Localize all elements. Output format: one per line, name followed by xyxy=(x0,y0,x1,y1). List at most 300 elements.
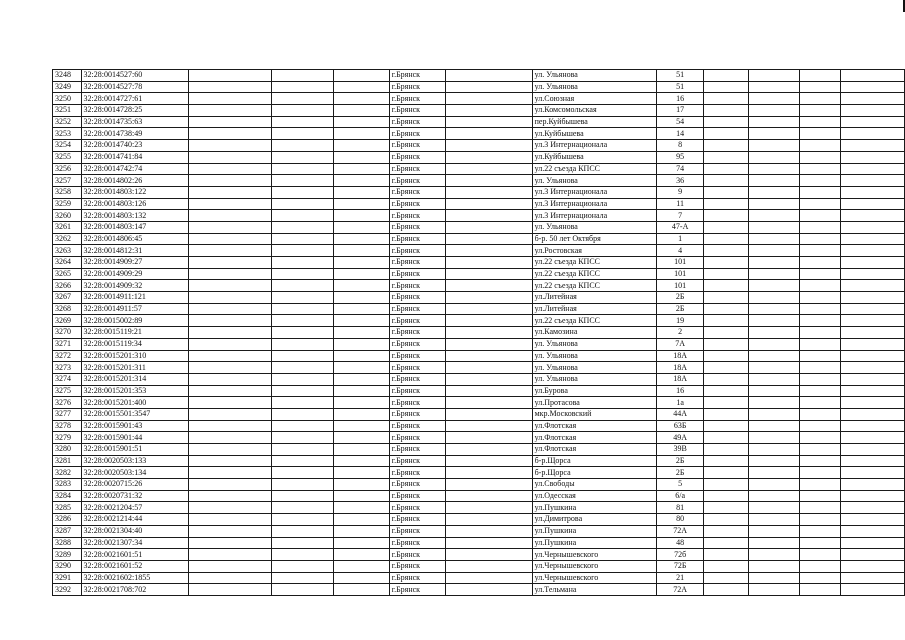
house-number-cell: 2 xyxy=(656,327,703,339)
empty-cell xyxy=(188,350,271,362)
empty-cell xyxy=(271,198,333,210)
empty-cell xyxy=(704,315,749,327)
house-number-cell: 11 xyxy=(656,198,703,210)
cadastral-number-cell: 32:28:0014727:61 xyxy=(81,93,188,105)
empty-cell xyxy=(188,303,271,315)
street-cell: ул. Ульянова xyxy=(532,221,656,233)
empty-cell xyxy=(446,572,532,584)
empty-cell xyxy=(188,245,271,257)
empty-cell xyxy=(800,292,841,304)
empty-cell xyxy=(271,163,333,175)
street-cell: ул.22 съезда КПСС xyxy=(532,268,656,280)
empty-cell xyxy=(800,350,841,362)
empty-cell xyxy=(446,303,532,315)
table-row xyxy=(53,467,905,479)
empty-cell xyxy=(704,93,749,105)
cadastral-number-cell: 32:28:0021601:52 xyxy=(81,560,188,572)
empty-cell xyxy=(704,233,749,245)
empty-cell xyxy=(446,292,532,304)
empty-cell xyxy=(800,93,841,105)
city-cell: г.Брянск xyxy=(389,408,446,420)
empty-cell xyxy=(800,525,841,537)
empty-cell xyxy=(446,338,532,350)
empty-cell xyxy=(188,151,271,163)
empty-cell xyxy=(841,315,905,327)
table-row xyxy=(53,221,905,233)
empty-cell xyxy=(749,280,800,292)
empty-cell xyxy=(446,432,532,444)
empty-cell xyxy=(704,257,749,269)
empty-cell xyxy=(446,455,532,467)
cadastral-number-cell: 32:28:0014527:78 xyxy=(81,81,188,93)
table-row xyxy=(53,560,905,572)
empty-cell xyxy=(446,257,532,269)
street-cell: ул.Протасова xyxy=(532,397,656,409)
empty-cell xyxy=(704,397,749,409)
empty-cell xyxy=(333,105,389,117)
empty-cell xyxy=(841,186,905,198)
empty-cell xyxy=(841,198,905,210)
table-row xyxy=(53,514,905,526)
city-cell: г.Брянск xyxy=(389,584,446,596)
cadastral-number-cell: 32:28:0021708:702 xyxy=(81,584,188,596)
empty-cell xyxy=(704,432,749,444)
empty-cell xyxy=(271,292,333,304)
house-number-cell: 19 xyxy=(656,315,703,327)
table-row xyxy=(53,490,905,502)
street-cell: ул.22 съезда КПСС xyxy=(532,315,656,327)
cadastral-number-cell: 32:28:0021214:44 xyxy=(81,514,188,526)
row-number-cell: 3251 xyxy=(53,105,82,117)
house-number-cell: 36 xyxy=(656,175,703,187)
empty-cell xyxy=(188,385,271,397)
empty-cell xyxy=(446,221,532,233)
empty-cell xyxy=(841,268,905,280)
empty-cell xyxy=(800,233,841,245)
cadastral-number-cell: 32:28:0014741:84 xyxy=(81,151,188,163)
empty-cell xyxy=(749,116,800,128)
empty-cell xyxy=(800,81,841,93)
house-number-cell: 44А xyxy=(656,408,703,420)
table-row xyxy=(53,81,905,93)
empty-cell xyxy=(841,303,905,315)
empty-cell xyxy=(841,175,905,187)
city-cell: г.Брянск xyxy=(389,151,446,163)
empty-cell xyxy=(749,186,800,198)
city-cell: г.Брянск xyxy=(389,502,446,514)
empty-cell xyxy=(333,245,389,257)
empty-cell xyxy=(446,537,532,549)
empty-cell xyxy=(446,140,532,152)
empty-cell xyxy=(333,432,389,444)
table-row xyxy=(53,584,905,596)
city-cell: г.Брянск xyxy=(389,467,446,479)
house-number-cell: 2Б xyxy=(656,455,703,467)
empty-cell xyxy=(704,268,749,280)
empty-cell xyxy=(188,257,271,269)
empty-cell xyxy=(271,105,333,117)
cadastral-number-cell: 32:28:0014803:147 xyxy=(81,221,188,233)
table-row xyxy=(53,128,905,140)
empty-cell xyxy=(749,233,800,245)
row-number-cell: 3260 xyxy=(53,210,82,222)
empty-cell xyxy=(333,455,389,467)
table-row xyxy=(53,292,905,304)
empty-cell xyxy=(749,268,800,280)
empty-cell xyxy=(271,327,333,339)
empty-cell xyxy=(704,338,749,350)
cadastral-number-cell: 32:28:0021307:34 xyxy=(81,537,188,549)
empty-cell xyxy=(446,81,532,93)
empty-cell xyxy=(800,385,841,397)
cadastral-number-cell: 32:28:0014728:25 xyxy=(81,105,188,117)
empty-cell xyxy=(704,362,749,374)
empty-cell xyxy=(333,280,389,292)
city-cell: г.Брянск xyxy=(389,385,446,397)
street-cell: пер.Куйбышева xyxy=(532,116,656,128)
empty-cell xyxy=(188,221,271,233)
city-cell: г.Брянск xyxy=(389,303,446,315)
row-number-cell: 3271 xyxy=(53,338,82,350)
empty-cell xyxy=(271,502,333,514)
row-number-cell: 3256 xyxy=(53,163,82,175)
empty-cell xyxy=(333,420,389,432)
empty-cell xyxy=(333,490,389,502)
empty-cell xyxy=(188,292,271,304)
empty-cell xyxy=(188,362,271,374)
city-cell: г.Брянск xyxy=(389,221,446,233)
cadastral-number-cell: 32:28:0014909:27 xyxy=(81,257,188,269)
empty-cell xyxy=(749,560,800,572)
empty-cell xyxy=(704,292,749,304)
empty-cell xyxy=(749,514,800,526)
street-cell: ул. Ульянова xyxy=(532,81,656,93)
street-cell: ул.Флотская xyxy=(532,432,656,444)
empty-cell xyxy=(749,292,800,304)
table-row xyxy=(53,397,905,409)
street-cell: ул.Литейная xyxy=(532,292,656,304)
row-number-cell: 3261 xyxy=(53,221,82,233)
city-cell: г.Брянск xyxy=(389,537,446,549)
empty-cell xyxy=(749,362,800,374)
city-cell: г.Брянск xyxy=(389,280,446,292)
city-cell: г.Брянск xyxy=(389,479,446,491)
empty-cell xyxy=(333,572,389,584)
empty-cell xyxy=(271,140,333,152)
empty-cell xyxy=(271,221,333,233)
house-number-cell: 101 xyxy=(656,268,703,280)
empty-cell xyxy=(841,408,905,420)
cadastral-number-cell: 32:28:0021601:51 xyxy=(81,549,188,561)
table-row xyxy=(53,502,905,514)
empty-cell xyxy=(271,385,333,397)
empty-cell xyxy=(749,584,800,596)
empty-cell xyxy=(446,210,532,222)
row-number-cell: 3273 xyxy=(53,362,82,374)
empty-cell xyxy=(749,140,800,152)
house-number-cell: 51 xyxy=(656,70,703,82)
empty-cell xyxy=(800,70,841,82)
empty-cell xyxy=(188,444,271,456)
empty-cell xyxy=(271,549,333,561)
house-number-cell: 8 xyxy=(656,140,703,152)
row-number-cell: 3282 xyxy=(53,467,82,479)
empty-cell xyxy=(271,93,333,105)
empty-cell xyxy=(333,537,389,549)
empty-cell xyxy=(446,268,532,280)
empty-cell xyxy=(800,432,841,444)
empty-cell xyxy=(333,315,389,327)
row-number-cell: 3276 xyxy=(53,397,82,409)
empty-cell xyxy=(749,455,800,467)
table-row xyxy=(53,280,905,292)
empty-cell xyxy=(188,128,271,140)
house-number-cell: 2Б xyxy=(656,303,703,315)
street-cell: ул.Димитрова xyxy=(532,514,656,526)
empty-cell xyxy=(271,467,333,479)
street-cell: ул.Чернышевского xyxy=(532,549,656,561)
empty-cell xyxy=(749,408,800,420)
empty-cell xyxy=(188,408,271,420)
empty-cell xyxy=(841,572,905,584)
house-number-cell: 18А xyxy=(656,350,703,362)
empty-cell xyxy=(749,420,800,432)
empty-cell xyxy=(800,572,841,584)
city-cell: г.Брянск xyxy=(389,175,446,187)
empty-cell xyxy=(188,198,271,210)
empty-cell xyxy=(704,303,749,315)
table-row xyxy=(53,151,905,163)
empty-cell xyxy=(749,257,800,269)
empty-cell xyxy=(704,70,749,82)
street-cell: ул.Флотская xyxy=(532,444,656,456)
empty-cell xyxy=(188,186,271,198)
empty-cell xyxy=(704,479,749,491)
cadastral-number-cell: 32:28:0015201:314 xyxy=(81,373,188,385)
street-cell: ул.22 съезда КПСС xyxy=(532,257,656,269)
empty-cell xyxy=(749,128,800,140)
city-cell: г.Брянск xyxy=(389,105,446,117)
empty-cell xyxy=(271,537,333,549)
empty-cell xyxy=(333,373,389,385)
empty-cell xyxy=(446,128,532,140)
empty-cell xyxy=(271,560,333,572)
empty-cell xyxy=(446,175,532,187)
empty-cell xyxy=(271,175,333,187)
empty-cell xyxy=(749,350,800,362)
empty-cell xyxy=(333,210,389,222)
street-cell: ул.Тельмана xyxy=(532,584,656,596)
empty-cell xyxy=(271,210,333,222)
empty-cell xyxy=(749,385,800,397)
city-cell: г.Брянск xyxy=(389,245,446,257)
empty-cell xyxy=(841,455,905,467)
row-number-cell: 3262 xyxy=(53,233,82,245)
empty-cell xyxy=(800,338,841,350)
empty-cell xyxy=(446,373,532,385)
cadastral-number-cell: 32:28:0015901:44 xyxy=(81,432,188,444)
empty-cell xyxy=(271,233,333,245)
row-number-cell: 3291 xyxy=(53,572,82,584)
empty-cell xyxy=(749,327,800,339)
empty-cell xyxy=(800,221,841,233)
cadastral-number-cell: 32:28:0015201:311 xyxy=(81,362,188,374)
empty-cell xyxy=(271,151,333,163)
empty-cell xyxy=(800,128,841,140)
empty-cell xyxy=(749,245,800,257)
empty-cell xyxy=(841,444,905,456)
row-number-cell: 3275 xyxy=(53,385,82,397)
empty-cell xyxy=(271,280,333,292)
empty-cell xyxy=(704,537,749,549)
empty-cell xyxy=(749,537,800,549)
street-cell: ул.Куйбышева xyxy=(532,128,656,140)
row-number-cell: 3266 xyxy=(53,280,82,292)
city-cell: г.Брянск xyxy=(389,373,446,385)
row-number-cell: 3289 xyxy=(53,549,82,561)
empty-cell xyxy=(841,257,905,269)
empty-cell xyxy=(800,584,841,596)
empty-cell xyxy=(446,444,532,456)
empty-cell xyxy=(271,572,333,584)
empty-cell xyxy=(704,408,749,420)
empty-cell xyxy=(800,467,841,479)
row-number-cell: 3268 xyxy=(53,303,82,315)
row-number-cell: 3255 xyxy=(53,151,82,163)
empty-cell xyxy=(188,584,271,596)
row-number-cell: 3286 xyxy=(53,514,82,526)
house-number-cell: 101 xyxy=(656,280,703,292)
empty-cell xyxy=(188,549,271,561)
empty-cell xyxy=(800,327,841,339)
empty-cell xyxy=(188,537,271,549)
empty-cell xyxy=(749,175,800,187)
empty-cell xyxy=(841,362,905,374)
row-number-cell: 3283 xyxy=(53,479,82,491)
street-cell: ул.Союзная xyxy=(532,93,656,105)
empty-cell xyxy=(333,502,389,514)
row-number-cell: 3285 xyxy=(53,502,82,514)
empty-cell xyxy=(749,373,800,385)
empty-cell xyxy=(841,70,905,82)
empty-cell xyxy=(704,128,749,140)
empty-cell xyxy=(271,268,333,280)
empty-cell xyxy=(188,233,271,245)
row-number-cell: 3257 xyxy=(53,175,82,187)
street-cell: ул.Пушкина xyxy=(532,525,656,537)
empty-cell xyxy=(704,327,749,339)
empty-cell xyxy=(841,151,905,163)
house-number-cell: 18А xyxy=(656,362,703,374)
table-row xyxy=(53,362,905,374)
empty-cell xyxy=(749,303,800,315)
empty-cell xyxy=(800,245,841,257)
house-number-cell: 17 xyxy=(656,105,703,117)
table-row xyxy=(53,525,905,537)
empty-cell xyxy=(841,128,905,140)
empty-cell xyxy=(841,584,905,596)
empty-cell xyxy=(333,175,389,187)
city-cell: г.Брянск xyxy=(389,93,446,105)
table-row xyxy=(53,140,905,152)
cadastral-number-cell: 32:28:0014806:45 xyxy=(81,233,188,245)
empty-cell xyxy=(841,338,905,350)
empty-cell xyxy=(188,502,271,514)
empty-cell xyxy=(841,210,905,222)
table-row xyxy=(53,93,905,105)
empty-cell xyxy=(271,490,333,502)
empty-cell xyxy=(333,525,389,537)
street-cell: б-р. 50 лет Октября xyxy=(532,233,656,245)
row-number-cell: 3248 xyxy=(53,70,82,82)
empty-cell xyxy=(800,549,841,561)
row-number-cell: 3284 xyxy=(53,490,82,502)
table-row xyxy=(53,572,905,584)
table-row xyxy=(53,385,905,397)
empty-cell xyxy=(704,525,749,537)
empty-cell xyxy=(800,116,841,128)
city-cell: г.Брянск xyxy=(389,397,446,409)
empty-cell xyxy=(704,105,749,117)
empty-cell xyxy=(800,479,841,491)
cadastral-number-cell: 32:28:0020503:133 xyxy=(81,455,188,467)
empty-cell xyxy=(800,455,841,467)
street-cell: ул.22 съезда КПСС xyxy=(532,280,656,292)
street-cell: ул.Куйбышева xyxy=(532,151,656,163)
house-number-cell: 39В xyxy=(656,444,703,456)
cadastral-number-cell: 32:28:0014909:29 xyxy=(81,268,188,280)
street-cell: ул. Ульянова xyxy=(532,70,656,82)
empty-cell xyxy=(749,502,800,514)
table-row xyxy=(53,303,905,315)
empty-cell xyxy=(271,408,333,420)
empty-cell xyxy=(841,292,905,304)
table-row xyxy=(53,315,905,327)
empty-cell xyxy=(333,128,389,140)
empty-cell xyxy=(704,514,749,526)
row-number-cell: 3274 xyxy=(53,373,82,385)
registry-table-body xyxy=(53,70,905,596)
empty-cell xyxy=(333,560,389,572)
cadastral-number-cell: 32:28:0020731:32 xyxy=(81,490,188,502)
house-number-cell: 16 xyxy=(656,385,703,397)
row-number-cell: 3287 xyxy=(53,525,82,537)
empty-cell xyxy=(841,490,905,502)
cadastral-number-cell: 32:28:0014527:60 xyxy=(81,70,188,82)
empty-cell xyxy=(704,245,749,257)
empty-cell xyxy=(704,221,749,233)
house-number-cell: 54 xyxy=(656,116,703,128)
empty-cell xyxy=(800,151,841,163)
house-number-cell: 74 xyxy=(656,163,703,175)
house-number-cell: 101 xyxy=(656,257,703,269)
city-cell: г.Брянск xyxy=(389,572,446,584)
house-number-cell: 81 xyxy=(656,502,703,514)
cadastral-number-cell: 32:28:0014802:26 xyxy=(81,175,188,187)
street-cell: ул.Чернышевского xyxy=(532,560,656,572)
empty-cell xyxy=(333,257,389,269)
city-cell: г.Брянск xyxy=(389,420,446,432)
city-cell: г.Брянск xyxy=(389,350,446,362)
table-row xyxy=(53,268,905,280)
empty-cell xyxy=(446,350,532,362)
cadastral-number-cell: 32:28:0015201:353 xyxy=(81,385,188,397)
empty-cell xyxy=(333,584,389,596)
table-row xyxy=(53,549,905,561)
empty-cell xyxy=(446,105,532,117)
empty-cell xyxy=(749,525,800,537)
house-number-cell: 72б xyxy=(656,549,703,561)
